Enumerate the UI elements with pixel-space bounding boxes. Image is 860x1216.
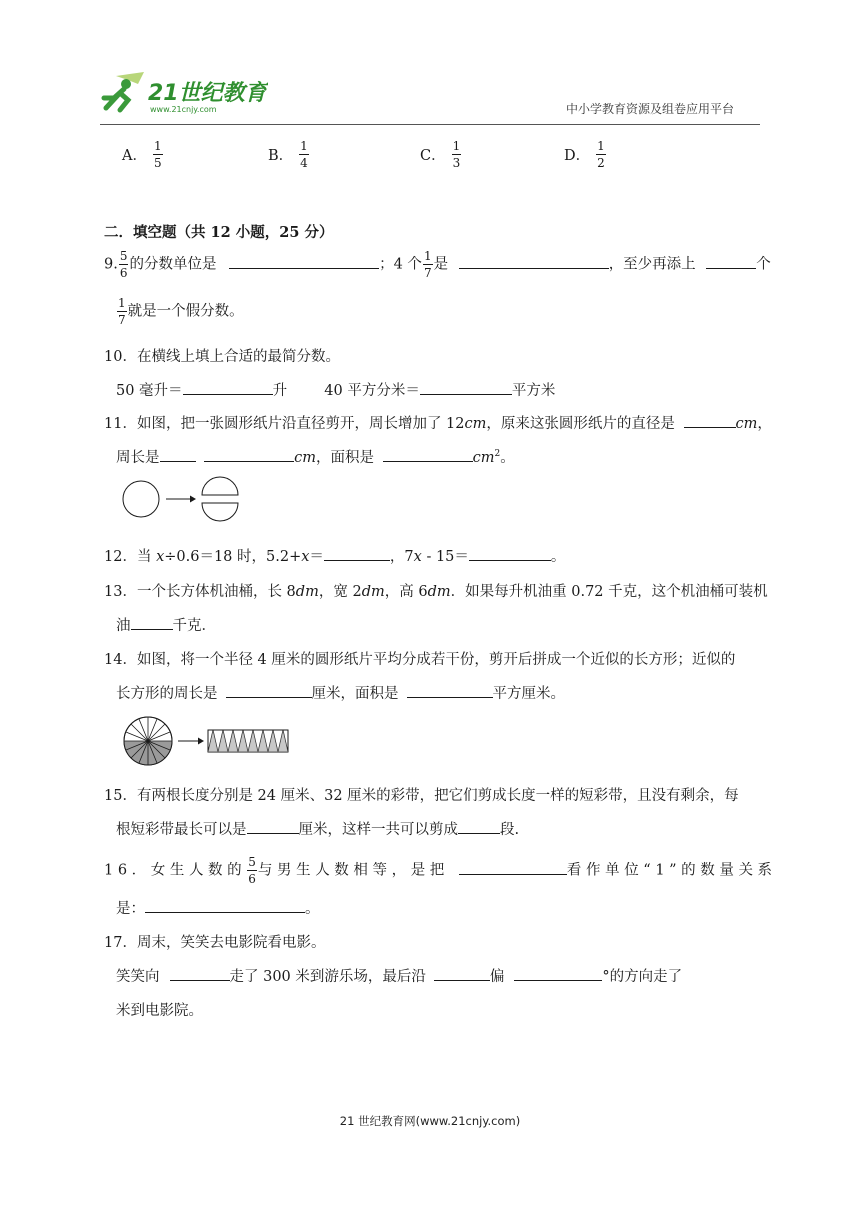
top-semicircle (202, 477, 238, 495)
answer-blank[interactable] (514, 966, 602, 981)
answer-blank[interactable] (324, 546, 390, 561)
fraction: $\frac{5}{6}$ (248, 855, 256, 886)
answer-blank[interactable] (469, 546, 551, 561)
circle-to-rectangle-figure (120, 714, 300, 770)
question-14-line-1: 14．如图，将一个半径 4 厘米的圆形纸片平均分成若干份，剪开后拼成一个近似的长方形；近似的 (104, 652, 736, 668)
question-17-line-1: 17．周末，笑笑去电影院看电影。 (104, 935, 326, 951)
fraction: $\frac{1}{7}$ (423, 249, 432, 280)
question-13-line-2: 油 千克． (116, 614, 216, 635)
answer-blank[interactable] (226, 683, 312, 698)
answer-blank[interactable] (204, 447, 294, 462)
option-label: A． (122, 148, 147, 164)
fraction: $\frac{1}{2}$ (597, 139, 605, 170)
question-15-line-2: 根短彩带最长可以是 厘米，这样一共可以剪成 段. (116, 818, 519, 839)
answer-blank[interactable] (684, 413, 736, 428)
answer-blank[interactable] (459, 254, 609, 269)
fraction: $\frac{1}{4}$ (300, 139, 308, 170)
fraction: $\frac{1}{3}$ (452, 139, 461, 170)
runner-icon (104, 72, 144, 110)
option-label: C． (420, 148, 446, 164)
bottom-semicircle (202, 503, 238, 521)
option-b (268, 140, 310, 169)
circle-cut-figure (120, 476, 250, 524)
question-11-line-1: 11．如图，把一张圆形纸片沿直径剪开，周长增加了 12cm，原来这张圆形纸片的直径是 cm， (104, 412, 772, 433)
section-title: 二．填空题（共 12 小题，25 分） (104, 224, 334, 241)
question-13-line-1: 13．一个长方体机油桶，长 8dm，宽 2dm，高 6dm．如果每升机油重 0.72 千克，这个机油桶可装机 (104, 584, 768, 600)
option-d (564, 140, 607, 169)
question-11-line-2: 周长是 cm，面积是 $cm^2$。 (116, 446, 515, 467)
logo-text: 21世纪教育 (148, 81, 267, 106)
answer-blank[interactable] (407, 683, 493, 698)
answer-blank[interactable] (420, 380, 512, 395)
question-10: 10．在横线上填上合适的最简分数。 (104, 349, 340, 365)
answer-blank[interactable] (247, 819, 299, 834)
answer-blank[interactable] (160, 447, 196, 462)
footer: 21 世纪教育网(www.21cnjy.com) (339, 1114, 521, 1128)
answer-blank[interactable] (459, 860, 567, 875)
answer-blank[interactable] (131, 615, 173, 630)
logo-21cnjy (98, 70, 268, 118)
arrow-head-icon (198, 738, 204, 745)
arrow-head-icon (190, 496, 196, 503)
answer-blank[interactable] (229, 254, 379, 269)
question-17-line-3: 米到电影院。 (116, 1003, 203, 1019)
question-10-blanks: 50 毫升＝ 升 40 平方分米＝ 平方米 (116, 379, 555, 400)
header-divider (100, 124, 760, 125)
answer-blank[interactable] (145, 898, 305, 913)
question-15-line-1: 15．有两根长度分别是 24 厘米、32 厘米的彩带，把它们剪成长度一样的短彩带，且没有剩余，每 (104, 788, 739, 804)
platform-name: 中小学教育资源及组卷应用平台 (566, 102, 735, 116)
question-12: 12．当 x÷0.6＝18 时，5.2+x＝ ，7x ‐ 15＝ 。 (104, 545, 565, 566)
answer-blank[interactable] (170, 966, 230, 981)
option-label: D． (564, 148, 591, 164)
question-9-line-1: 9. $\frac{5}{6}$ 的分数单位是 ；4 个 $\frac{1}{7}$ 是 ，至少再添上 个 (104, 249, 771, 280)
fraction: $\frac{5}{6}$ (119, 249, 128, 280)
option-a (122, 140, 164, 169)
answer-blank[interactable] (706, 254, 756, 269)
fraction: $\frac{1}{7}$ (118, 296, 126, 327)
circle-shape (123, 481, 159, 517)
answer-blank[interactable] (183, 380, 273, 395)
question-9-line-2: $\frac{1}{7}$ 就是一个假分数。 (118, 296, 244, 327)
sectored-circle (124, 717, 172, 765)
approx-rectangle (208, 730, 288, 752)
answer-blank[interactable] (383, 447, 473, 462)
question-17-line-2: 笑笑向 走了 300 米到游乐场，最后沿 偏 °的方向走了 (116, 965, 682, 986)
question-14-line-2: 长方形的周长是 厘米，面积是 平方厘米。 (116, 682, 565, 703)
question-16-line-2: 是： 。 (116, 897, 320, 918)
logo-url: www.21cnjy.com (150, 105, 217, 114)
answer-blank[interactable] (434, 966, 490, 981)
fraction: $\frac{1}{5}$ (153, 139, 162, 170)
option-c (420, 140, 462, 169)
answer-blank[interactable] (458, 819, 500, 834)
question-16-line-1: 16．女生人数的 $\frac{5}{6}$ 与男生人数相等，是把 看作单位“1”的数量关系 (104, 855, 777, 886)
option-label: B． (268, 148, 294, 164)
